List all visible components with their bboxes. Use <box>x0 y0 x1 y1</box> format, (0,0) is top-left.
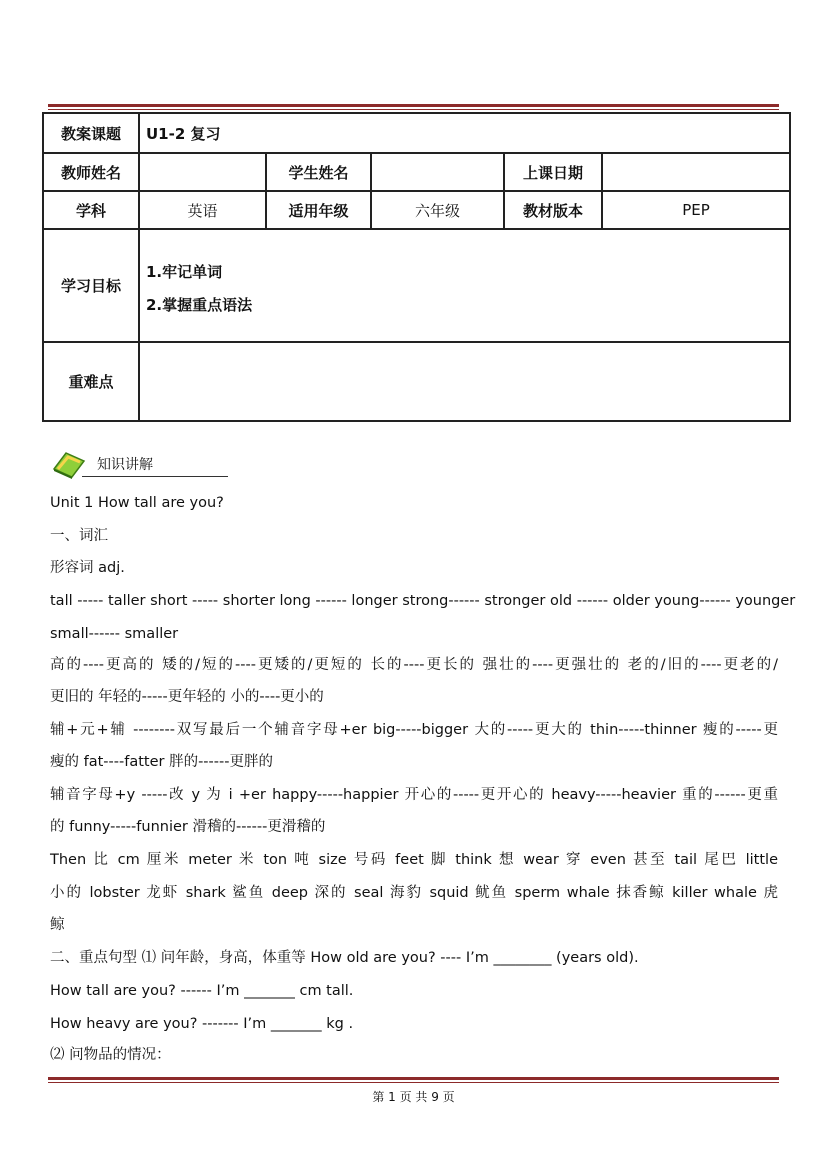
edition-value: PEP <box>602 191 790 229</box>
body-line: 更旧的 年轻的-----更年轻的 小的----更小的 <box>50 689 324 705</box>
body-line: How tall are you? ------ I’m _______ cm tall. <box>50 983 354 999</box>
teacher-label: 教师姓名 <box>43 153 139 191</box>
body-line: ⑵ 问物品的情况： <box>50 1047 171 1063</box>
subject-value: 英语 <box>139 191 266 229</box>
body-line: Unit 1 How tall are you? <box>50 495 224 511</box>
header-rule <box>48 104 779 110</box>
body-line: 形容词 adj. <box>50 560 125 576</box>
page-number: 第 1 页 共 9 页 <box>372 1090 455 1104</box>
grade-label: 适用年级 <box>266 191 371 229</box>
topic-label: 教案课题 <box>43 113 139 153</box>
body-line: tall ----- taller short ----- shorter long ------ longer strong------ stronger old ------ older young------ younger <box>50 593 796 609</box>
difficulty-label: 重难点 <box>43 342 139 421</box>
student-label: 学生姓名 <box>266 153 371 191</box>
section-heading-underline <box>82 476 228 477</box>
body-line: 鲸 <box>50 917 65 933</box>
difficulty-value <box>139 342 790 421</box>
teacher-value <box>139 153 266 191</box>
goals-cell <box>139 229 790 342</box>
goals-label: 学习目标 <box>43 229 139 342</box>
book-icon <box>52 449 88 479</box>
body-line: small------ smaller <box>50 626 179 642</box>
body-line: 高的----更高的 矮的/短的----更矮的/更短的 长的----更长的 强壮的----更强壮的 老的/旧的----更老的/ <box>50 657 778 673</box>
footer-rule <box>48 1077 779 1083</box>
topic-value: U1-2 复习 <box>139 113 790 153</box>
grade-value: 六年级 <box>371 191 504 229</box>
body-line: Then 比 cm 厘米 meter 米 ton 吨 size 号码 feet 脚 think 想 wear 穿 even 甚至 tail 尾巴 little <box>50 852 778 868</box>
body-line: 辅音字母+y -----改 y 为 i +er happy-----happier 开心的-----更开心的 heavy-----heavier 重的------更重 <box>50 787 778 803</box>
body-line: 辅+元+辅 --------双写最后一个辅音字母+er big-----bigger 大的-----更大的 thin-----thinner 瘦的-----更 <box>50 722 778 738</box>
edition-label: 教材版本 <box>504 191 602 229</box>
date-label: 上课日期 <box>504 153 602 191</box>
body-line: 一、词汇 <box>50 528 108 544</box>
body-line: 二、重点句型 ⑴ 问年龄，身高，体重等 How old are you? ---- I’m ________ (years old). <box>50 950 639 966</box>
date-value <box>602 153 790 191</box>
section-heading <box>52 449 182 479</box>
lesson-info-table <box>42 112 791 422</box>
goal-item: 2.掌握重点语法 <box>146 295 253 314</box>
body-line: 的 funny-----funnier 滑稽的------更滑稽的 <box>50 819 326 835</box>
body-line: 瘦的 fat----fatter 胖的------更胖的 <box>50 754 273 770</box>
subject-label: 学科 <box>43 191 139 229</box>
goal-item: 1.牢记单词 <box>146 262 223 281</box>
section-heading-text: 知识讲解 <box>97 457 153 473</box>
student-value <box>371 153 504 191</box>
body-line: How heavy are you? ------- I’m _______ kg . <box>50 1016 354 1032</box>
body-line: 小的 lobster 龙虾 shark 鲨鱼 deep 深的 seal 海豹 squid 鱿鱼 sperm whale 抹香鲸 killer whale 虎 <box>50 885 778 901</box>
